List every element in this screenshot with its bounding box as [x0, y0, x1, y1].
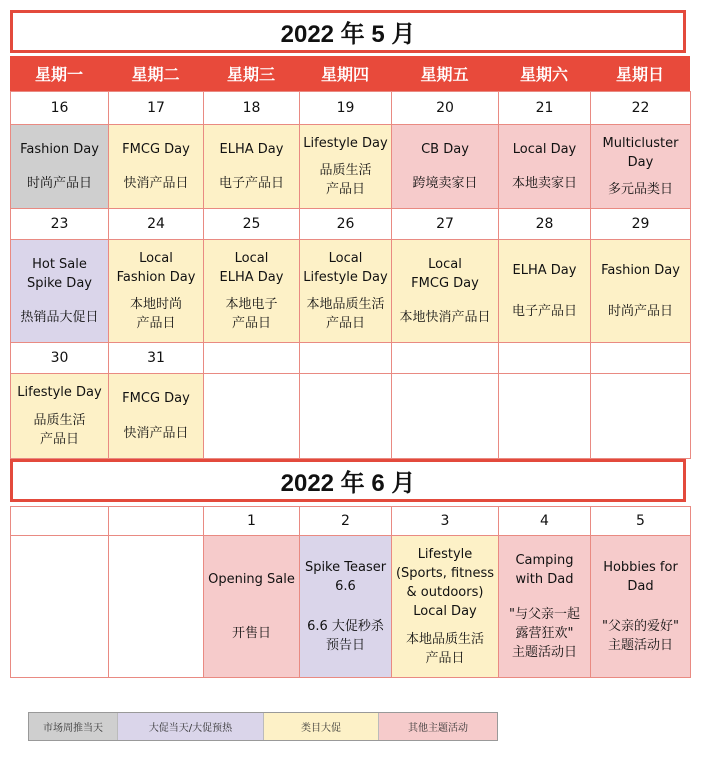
event-name-en: Local Fashion Day — [116, 250, 196, 285]
event-cell-tue — [109, 374, 204, 459]
legend-market-push-day: 市场周推当天 — [29, 713, 118, 740]
event-name-en: Hobbies for Dad — [603, 559, 678, 594]
date-cell-wed: 1 — [204, 507, 300, 536]
date-cell-fri: 20 — [392, 92, 499, 125]
event-cell-thu — [300, 374, 392, 459]
june-month-title — [10, 459, 686, 502]
legend-big-promo-day: 大促当天/大促预热 — [118, 713, 264, 740]
event-name-cn: 时尚产品日 — [607, 303, 673, 319]
event-name-cn: 快消产品日 — [123, 176, 189, 191]
event-cell-thu — [300, 240, 392, 343]
weekday-tuesday: 星期二 — [131, 65, 180, 84]
event-name-en: FMCG Day — [122, 142, 190, 157]
event-name-cn: 本地快消产品日 — [399, 310, 491, 325]
date-cell-sun: 29 — [591, 209, 691, 240]
date-cell-mon: 16 — [11, 92, 109, 125]
date-cell-wed — [204, 343, 300, 374]
event-name-en: Fashion Day — [601, 263, 680, 279]
date-cell-sun: 5 — [591, 507, 691, 536]
june-title-text: 2022 年 6 月 — [280, 470, 416, 497]
june-week-1-event-row — [11, 536, 691, 678]
weekday-wednesday: 星期三 — [226, 65, 275, 84]
may-week-2-date-row — [11, 209, 691, 240]
event-cell-wed — [204, 125, 300, 209]
event-cell-fri — [392, 536, 499, 678]
june-calendar-grid — [10, 506, 691, 678]
event-name-en: Local ELHA Day — [219, 250, 284, 285]
date-cell-sun — [591, 343, 691, 374]
weekday-monday: 星期一 — [34, 65, 83, 84]
event-name-en: Local Day — [512, 142, 577, 157]
event-name-cn: 本地品质生活 产品日 — [306, 297, 385, 332]
event-name-cn: 开售日 — [231, 625, 271, 641]
date-cell-tue: 31 — [109, 343, 204, 374]
date-cell-wed: 18 — [204, 92, 300, 125]
date-cell-mon — [11, 507, 109, 536]
event-name-cn: 品质生活 产品日 — [319, 163, 372, 198]
event-name-en: ELHA Day — [219, 142, 284, 157]
date-cell-mon: 30 — [11, 343, 109, 374]
weekday-sunday: 星期日 — [615, 65, 664, 84]
event-cell-mon — [11, 240, 109, 343]
may-week-3-date-row — [11, 343, 691, 374]
date-cell-sat: 28 — [499, 209, 591, 240]
date-cell-thu — [300, 343, 392, 374]
event-cell-sat — [499, 374, 591, 459]
event-name-cn: 本地电子 产品日 — [225, 297, 278, 332]
date-cell-sat — [499, 343, 591, 374]
event-cell-wed — [204, 374, 300, 459]
event-name-cn: 电子产品日 — [511, 303, 577, 319]
event-name-en: FMCG Day — [122, 391, 190, 407]
event-name-en: Fashion Day — [20, 142, 99, 157]
event-cell-tue — [109, 536, 204, 678]
event-cell-sun — [591, 240, 691, 343]
event-name-cn: 快消产品日 — [123, 425, 189, 441]
legend-category-promo: 类目大促 — [264, 713, 379, 740]
legend-other-themes: 其他主题活动 — [379, 713, 497, 740]
event-name-en: Local Lifestyle Day — [303, 250, 388, 285]
event-cell-wed — [204, 536, 300, 678]
event-name-en: Multicluster Day — [602, 135, 679, 170]
event-cell-sat — [499, 240, 591, 343]
may-calendar-grid — [10, 91, 691, 459]
event-name-en: Spike Teaser 6.6 — [304, 559, 387, 594]
event-name-en: Opening Sale — [208, 572, 295, 588]
may-week-1-date-row — [11, 92, 691, 125]
may-title-text: 2022 年 5 月 — [280, 21, 416, 48]
event-cell-sat — [499, 536, 591, 678]
event-name-cn: 电子产品日 — [218, 176, 284, 191]
event-cell-wed — [204, 240, 300, 343]
june-week-1-date-row — [11, 507, 691, 536]
date-cell-tue: 17 — [109, 92, 204, 125]
event-name-en: Lifestyle Day — [303, 135, 388, 151]
event-cell-tue — [109, 125, 204, 209]
date-cell-mon: 23 — [11, 209, 109, 240]
date-cell-thu: 19 — [300, 92, 392, 125]
weekday-saturday: 星期六 — [519, 65, 568, 84]
event-name-cn: 品质生活 产品日 — [33, 413, 86, 447]
event-cell-mon — [11, 125, 109, 209]
event-cell-mon — [11, 374, 109, 459]
event-name-en: ELHA Day — [512, 263, 577, 279]
date-cell-fri: 27 — [392, 209, 499, 240]
event-name-en: Lifestyle Day — [17, 385, 102, 400]
event-name-en: Camping with Dad — [515, 553, 574, 588]
event-name-cn: 本地卖家日 — [511, 176, 577, 191]
color-legend — [28, 712, 498, 741]
event-name-en: CB Day — [421, 142, 469, 157]
event-name-cn: 时尚产品日 — [26, 176, 92, 191]
event-cell-thu — [300, 125, 392, 209]
date-cell-tue: 24 — [109, 209, 204, 240]
event-cell-fri — [392, 125, 499, 209]
may-month-title — [10, 10, 686, 53]
date-cell-sat: 4 — [499, 507, 591, 536]
event-name-cn: 多元品类日 — [607, 182, 673, 198]
event-cell-sun — [591, 125, 691, 209]
event-name-cn: 本地时尚 产品日 — [129, 297, 182, 332]
event-cell-mon — [11, 536, 109, 678]
event-name-cn: 本地品质生活 产品日 — [405, 632, 484, 666]
event-cell-fri — [392, 374, 499, 459]
event-cell-sat — [499, 125, 591, 209]
event-name-en: Local FMCG Day — [411, 257, 479, 291]
event-name-en: Hot Sale Spike Day — [27, 257, 92, 291]
date-cell-fri — [392, 343, 499, 374]
weekday-thursday: 星期四 — [320, 65, 369, 84]
event-cell-fri — [392, 240, 499, 343]
event-name-cn: 跨境卖家日 — [412, 176, 478, 191]
event-cell-sun — [591, 536, 691, 678]
event-cell-sun — [591, 374, 691, 459]
event-name-en: Lifestyle (Sports, fitness & outdoors) Local Day — [395, 547, 495, 619]
weekday-friday: 星期五 — [420, 65, 469, 84]
may-week-2-event-row — [11, 240, 691, 343]
event-name-cn: 6.6 大促秒杀 预告日 — [307, 619, 384, 654]
date-cell-fri: 3 — [392, 507, 499, 536]
event-name-cn: "与父亲一起 露营狂欢" 主题活动日 — [509, 606, 580, 660]
event-name-cn: 热销品大促日 — [20, 310, 99, 325]
date-cell-tue — [109, 507, 204, 536]
weekday-header-bar — [10, 56, 690, 91]
may-week-3-event-row — [11, 374, 691, 459]
date-cell-sun: 22 — [591, 92, 691, 125]
date-cell-thu: 2 — [300, 507, 392, 536]
event-name-cn: "父亲的爱好" 主题活动日 — [602, 619, 679, 654]
date-cell-wed: 25 — [204, 209, 300, 240]
date-cell-thu: 26 — [300, 209, 392, 240]
event-cell-tue — [109, 240, 204, 343]
event-cell-thu — [300, 536, 392, 678]
may-week-1-event-row — [11, 125, 691, 209]
date-cell-sat: 21 — [499, 92, 591, 125]
